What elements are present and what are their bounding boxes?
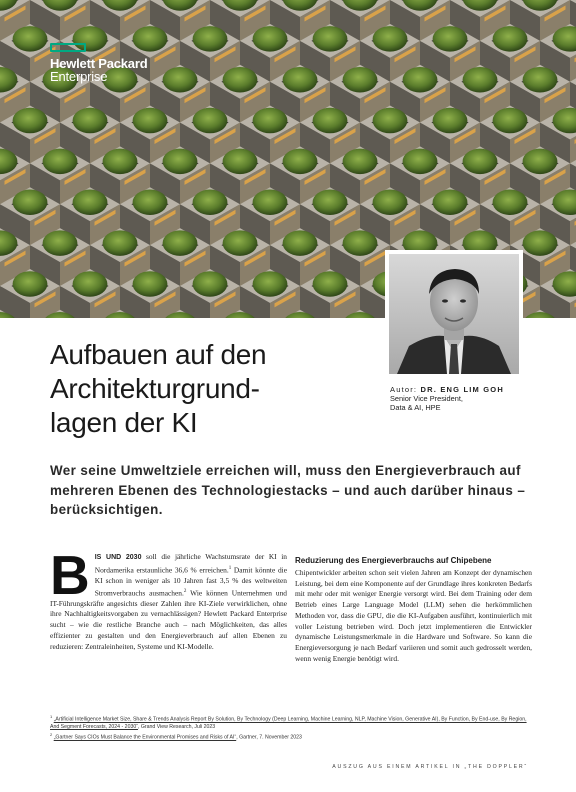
plant — [403, 67, 438, 93]
plant — [73, 271, 108, 297]
plant — [103, 230, 138, 256]
plant — [253, 26, 288, 52]
plant — [343, 67, 378, 93]
footnote-1-number: 1 — [50, 714, 53, 719]
plant — [163, 230, 198, 256]
footnote-1 — [50, 713, 530, 731]
plant — [523, 67, 558, 93]
plant — [103, 149, 138, 175]
plant — [433, 190, 468, 216]
title-line1: Aufbauen auf den — [50, 339, 267, 370]
body-right-text: Chipentwickler arbeiten schon seit vielen Jahren am Konzept der dynamischen Leistung, bei dem eine Komponente auf der Grundlage ihres konkreten Bedarfs mit mehr oder mit weniger Energie versorgt wird. Bei dem Training oder dem Betrieb eines Large Language Model (LLM) sehen die herkömmlichen Methoden vor, dass die GPU, die die KI-Aufgaben ausführt, kontinuierlich mit voller Leistung betrieben wird. Doch jetzt implementieren die Entwickler dynamische Leistungsmerkmale in die Hardware und Software. So kann die Energieversorgung je nach Bedarf variieren und somit auch gedrosselt werden, wenn wenig Energie benötigt wird. — [295, 568, 532, 663]
plant — [223, 230, 258, 256]
footnote-2-link[interactable]: „Gartner Says CIOs Must Balance the Environmental Promises and Risks of AI“ — [53, 734, 237, 741]
lead-caps: IS UND 2030 — [94, 554, 142, 561]
logo-rectangle-icon — [50, 43, 86, 52]
author-label: Autor: — [390, 385, 418, 394]
plant — [133, 271, 168, 297]
body-left-text-3: Wie können Unternehmen und IT-Führungskräfte angesichts dieser Zahlen ihre KI-Ziele verwirklichen, ohne ihre Nachhaltigkeitsvorgaben zu vernachlässigen? Hewlett Packard Enterprise sucht – wie die restliche Branche auch – nach Möglichkeiten, das alles effizienter zu gestalten und den Energieverbrauch auf allen Ebenen zu reduzieren: Zentraleinheiten, Systeme und KI-Modelle. — [50, 588, 287, 651]
plant — [403, 149, 438, 175]
plant — [253, 108, 288, 134]
footnotes — [50, 713, 530, 742]
plant — [193, 108, 228, 134]
plant — [493, 108, 528, 134]
plant — [343, 149, 378, 175]
title-line2: Architekturgrund- — [50, 373, 260, 404]
plant — [343, 230, 378, 256]
footnote-1-source: , Grand View Research, Juli 2023 — [137, 723, 216, 730]
author-name: DR. ENG LIM GOH — [420, 385, 504, 394]
plant — [73, 108, 108, 134]
plant — [193, 271, 228, 297]
plant — [523, 230, 558, 256]
plant — [373, 26, 408, 52]
plant — [373, 190, 408, 216]
plant — [433, 26, 468, 52]
footnote-ref-2[interactable]: 2 — [183, 588, 187, 594]
footnote-ref-1[interactable]: 1 — [228, 565, 232, 571]
plant — [433, 108, 468, 134]
plant — [43, 149, 78, 175]
plant — [283, 67, 318, 93]
plant — [313, 26, 348, 52]
author-portrait — [385, 250, 523, 378]
plant — [193, 190, 228, 216]
plant — [253, 271, 288, 297]
page-footer: AUSZUG AUS EINEM ARTIKEL IN „THE DOPPLER“ — [332, 764, 528, 770]
plant — [13, 108, 48, 134]
plant — [523, 149, 558, 175]
drop-cap: B — [50, 544, 90, 606]
plant — [223, 149, 258, 175]
body-column-right — [295, 556, 532, 664]
author-name-line — [390, 385, 540, 394]
plant — [493, 190, 528, 216]
plant — [13, 26, 48, 52]
plant — [43, 230, 78, 256]
plant — [283, 230, 318, 256]
section-heading: Reduzierung des Energieverbrauchs auf Chipebene — [295, 556, 492, 565]
plant — [133, 108, 168, 134]
plant — [253, 190, 288, 216]
footnote-2-number: 2 — [50, 732, 53, 738]
article-subtitle: Wer seine Umweltziele erreichen will, muss den Energieverbrauch auf mehreren Ebenen des Technologiestacks – und auch darüber hinaus – berücksichtigen. — [50, 463, 526, 517]
plant — [13, 271, 48, 297]
plant — [373, 108, 408, 134]
logo-text-line2: Enterprise — [50, 69, 108, 84]
plant — [223, 67, 258, 93]
logo-text-line1: Hewlett Packard — [50, 56, 148, 71]
body-column-left — [50, 544, 287, 652]
footnote-2-source: , Gartner, 7. November 2023 — [236, 734, 302, 741]
plant — [313, 190, 348, 216]
title-line3: lagen der KI — [50, 407, 198, 438]
plant — [283, 149, 318, 175]
plant — [133, 190, 168, 216]
plant — [193, 26, 228, 52]
author-role-line1: Senior Vice President, — [390, 394, 463, 403]
plant — [463, 67, 498, 93]
plant — [13, 190, 48, 216]
body-left-text-1: soll die jährliche Wachstumsrate der KI in Nordamerika erstaunliche 36,6 % erreichen. — [94, 552, 287, 575]
footnote-1-link[interactable]: „Artificial Intelligence Market Size, Share & Trends Analysis Report By Solution, By Technology (Deep Learning, Machine Learning, NLP, Machine Vision, Generative AI), By Function, By End-use, By Region, And Segment Forecasts, 2024 - 2030“ — [50, 716, 527, 730]
plant — [493, 26, 528, 52]
plant — [313, 271, 348, 297]
plant — [463, 149, 498, 175]
plant — [163, 149, 198, 175]
body-left-text-2: Damit könnte die KI schon in weniger als 10 Jahren fast 3,5 % des weltweiten Stromverbrauchs ausmachen. — [94, 565, 287, 598]
author-info — [390, 385, 540, 412]
page-title — [50, 338, 380, 440]
author-role-line2: Data & AI, HPE — [390, 403, 441, 412]
footnote-2 — [50, 731, 530, 742]
plant — [73, 190, 108, 216]
hpe-logo — [50, 43, 190, 84]
plant — [313, 108, 348, 134]
